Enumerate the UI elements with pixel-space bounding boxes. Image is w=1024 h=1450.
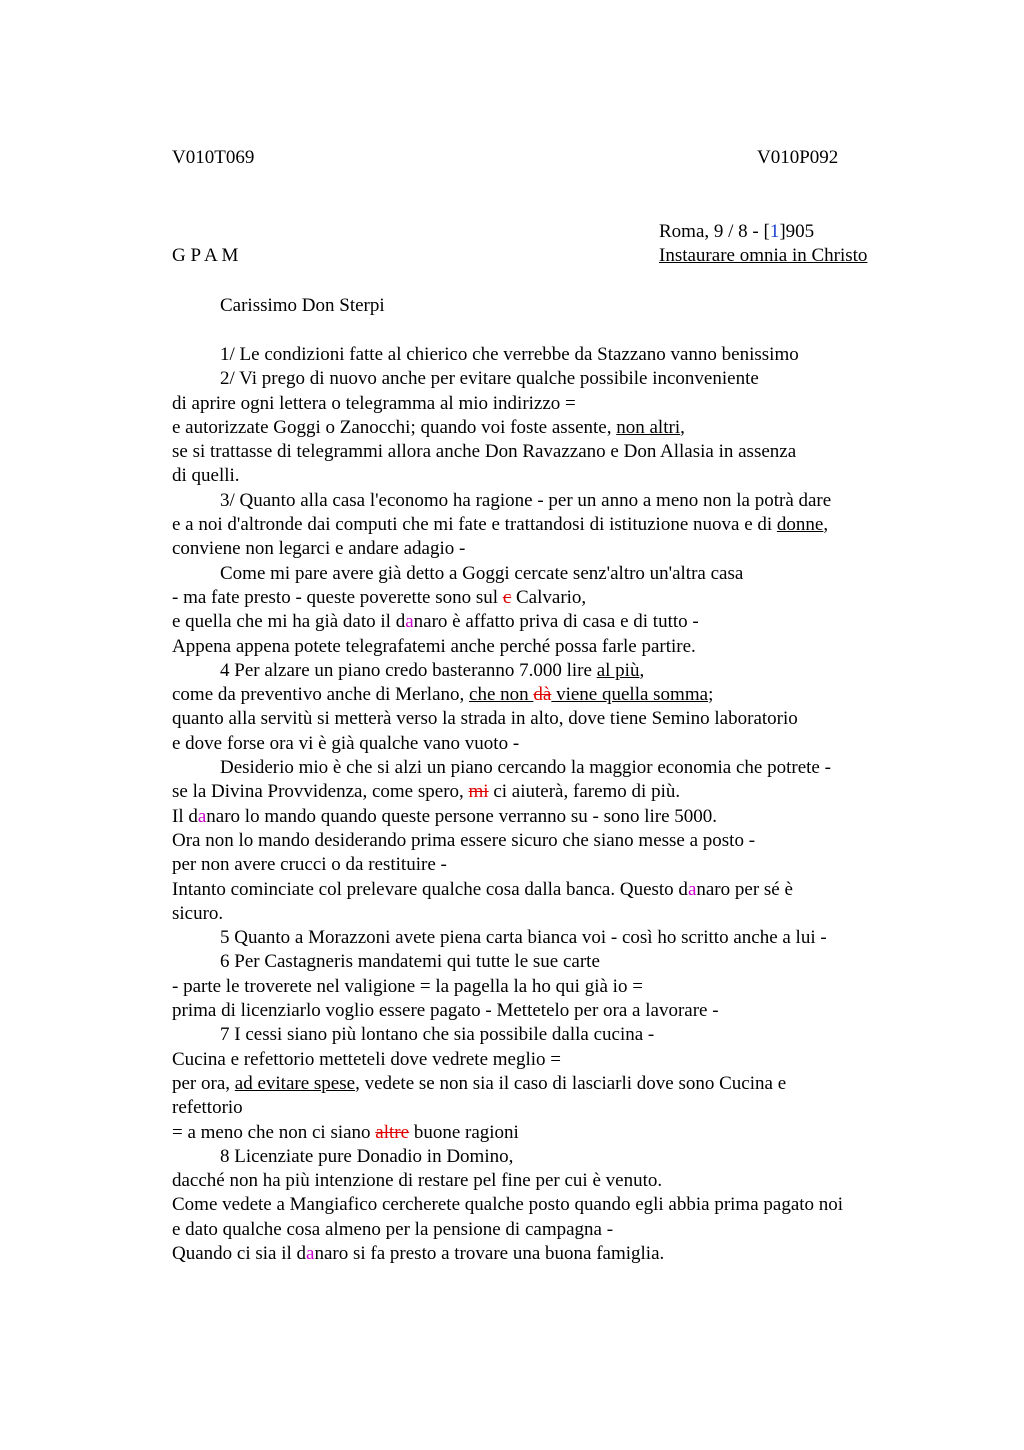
document-code-left: V010T069 xyxy=(172,147,255,168)
line-text: ; xyxy=(708,684,714,706)
line-text: - parte le troverete nel valigione = la pagella la ho qui già io = xyxy=(172,975,643,997)
letter-line xyxy=(172,926,912,950)
letter-line xyxy=(172,999,912,1023)
date-suffix: ]905 xyxy=(779,221,815,242)
letter-line xyxy=(172,440,912,464)
letter-line xyxy=(172,1242,912,1266)
line-text: e autorizzate Goggi o Zanocchi; quando voi foste assente, xyxy=(172,416,617,438)
underlined-text: non altri xyxy=(616,416,681,438)
line-text: = a meno che non ci siano xyxy=(172,1121,376,1143)
line-text: Cucina e refettorio metteteli dove vedrete meglio = xyxy=(172,1048,561,1070)
line-text: ci aiuterà, faremo di più. xyxy=(488,781,681,803)
underlined-text: donne xyxy=(776,514,824,536)
letter-line xyxy=(172,732,912,756)
line-text: e dato qualche cosa almeno per la pensione di campagna - xyxy=(172,1218,614,1240)
line-text: Desiderio mio è che si alzi un piano cercando la maggior economia che potrete - xyxy=(220,757,831,779)
line-text: , xyxy=(823,514,829,536)
letter-line xyxy=(172,1072,912,1096)
line-text: naro lo mando quando queste persone verranno su - sono lire 5000. xyxy=(206,805,718,827)
letter-line xyxy=(172,1145,912,1169)
letter-line xyxy=(172,1048,912,1072)
line-text: , xyxy=(680,416,685,438)
letter-line xyxy=(172,1218,912,1242)
line-text: Il d xyxy=(172,805,198,827)
line-text: , vedete se non sia il caso di lasciarli dove sono Cucina e xyxy=(355,1072,787,1094)
letter-line xyxy=(172,659,912,683)
line-text: 3/ Quanto alla casa l'economo ha ragione - per un anno a meno non la potrà dare xyxy=(220,489,832,511)
letter-line xyxy=(172,1169,912,1193)
underlined-text: che non xyxy=(469,684,534,706)
deleted-text: altre xyxy=(375,1121,410,1143)
letter-line xyxy=(172,343,912,367)
line-text: e quella che mi ha già dato il d xyxy=(172,611,406,633)
line-text: come da preventivo anche di Merlano, xyxy=(172,684,470,706)
line-text: naro per sé è xyxy=(696,878,793,900)
deleted-text: dà xyxy=(533,684,552,706)
line-text: e dove forse ora vi è già qualche vano vuoto - xyxy=(172,732,520,754)
salutation: Carissimo Don Sterpi xyxy=(220,295,385,316)
line-text: Come vedete a Mangiafico cercherete qualche posto quando egli abbia prima pagato noi xyxy=(172,1194,844,1216)
line-text: Ora non lo mando desiderando prima essere sicuro che siano messe a posto - xyxy=(172,829,756,851)
letter-line xyxy=(172,878,912,902)
line-text: Intanto cominciate col prelevare qualche cosa dalla banca. Questo d xyxy=(172,878,688,900)
inserted-text: a xyxy=(197,805,207,827)
line-text: , xyxy=(639,659,645,681)
letter-line xyxy=(172,392,912,416)
line-text: 1/ Le condizioni fatte al chierico che verrebbe da Stazzano vanno benissimo xyxy=(220,344,799,365)
line-text: conviene non legarci e andare adagio - xyxy=(172,538,466,560)
line-text: 2/ Vi prego di nuovo anche per evitare qualche possibile inconveniente xyxy=(220,368,759,390)
line-text: prima di licenziarlo voglio essere pagato - Mettetelo per ora a lavorare - xyxy=(172,1000,719,1022)
line-text: 4 Per alzare un piano credo basteranno 7.000 lire xyxy=(220,659,597,681)
line-text: 7 I cessi siano più lontano che sia possibile dalla cucina - xyxy=(220,1024,655,1046)
line-text: e a noi d'altronde dai computi che mi fate e trattandosi di istituzione nuova e di xyxy=(172,514,777,536)
line-text: naro si fa presto a trovare una buona famiglia. xyxy=(314,1242,665,1264)
letter-line xyxy=(172,416,912,440)
line-text: sicuro. xyxy=(172,902,224,924)
letter-line xyxy=(172,1121,912,1145)
gpam-heading: G P A M xyxy=(172,245,239,266)
letter-line xyxy=(172,537,912,561)
line-text: se si trattasse di telegrammi allora anche Don Ravazzano e Don Allasia in assenza xyxy=(172,441,797,463)
underlined-text: al più xyxy=(596,659,640,681)
line-text: quanto alla servitù si metterà verso la strada in alto, dove tiene Semino laboratorio xyxy=(172,708,798,730)
date-line xyxy=(659,220,814,244)
letter-line xyxy=(172,683,912,707)
line-text: se la Divina Provvidenza, come spero, xyxy=(172,781,469,803)
line-text: Appena appena potete telegrafatemi anche perché possa farle partire. xyxy=(172,635,696,657)
underlined-text: viene quella somma xyxy=(551,684,709,706)
letter-line xyxy=(172,464,912,488)
letter-line xyxy=(172,610,912,634)
letter-line xyxy=(172,780,912,804)
line-text: 5 Quanto a Morazzoni avete piena carta bianca voi - così ho scritto anche a lui - xyxy=(220,927,827,949)
letter-line xyxy=(172,975,912,999)
line-text: - ma fate presto - queste poverette sono sul xyxy=(172,586,503,608)
letter-body xyxy=(172,343,912,1266)
line-text: refettorio xyxy=(172,1097,243,1119)
letter-line xyxy=(172,829,912,853)
line-text: buone ragioni xyxy=(409,1121,519,1143)
letter-line xyxy=(172,805,912,829)
date-bracket-insertion: 1 xyxy=(769,221,780,242)
inserted-text: a xyxy=(306,1242,315,1264)
line-text: per ora, xyxy=(172,1072,235,1094)
line-text: Quando ci sia il d xyxy=(172,1242,307,1264)
underlined-text: ad evitare spese xyxy=(234,1072,356,1094)
motto: Instaurare omnia in Christo xyxy=(659,245,868,266)
letter-line xyxy=(172,1193,912,1217)
document-code-right: V010P092 xyxy=(757,147,839,168)
line-text: di aprire ogni lettera o telegramma al mio indirizzo = xyxy=(172,392,576,414)
deleted-text: c xyxy=(502,586,512,608)
date-prefix: Roma, 9 / 8 - [ xyxy=(659,221,770,242)
inserted-text: a xyxy=(687,878,697,900)
letter-line xyxy=(172,513,912,537)
letter-line xyxy=(172,367,912,391)
line-text: naro è affatto priva di casa e di tutto - xyxy=(413,611,699,633)
line-text: di quelli. xyxy=(172,465,240,487)
letter-line xyxy=(172,489,912,513)
line-text: 6 Per Castagneris mandatemi qui tutte le sue carte xyxy=(220,951,600,973)
line-text: Calvario, xyxy=(511,586,587,608)
line-text: dacché non ha più intenzione di restare pel fine per cui è venuto. xyxy=(172,1170,663,1192)
letter-line xyxy=(172,853,912,877)
letter-line xyxy=(172,707,912,731)
letter-line xyxy=(172,635,912,659)
letter-line xyxy=(172,1096,912,1120)
letter-line xyxy=(172,950,912,974)
letter-line xyxy=(172,902,912,926)
letter-line xyxy=(172,756,912,780)
line-text: 8 Licenziate pure Donadio in Domino, xyxy=(220,1145,514,1167)
deleted-text: mi xyxy=(468,781,489,803)
line-text: per non avere crucci o da restituire - xyxy=(172,854,447,876)
line-text: Come mi pare avere già detto a Goggi cercate senz'altro un'altra casa xyxy=(220,562,744,584)
inserted-text: a xyxy=(405,611,414,633)
letter-line xyxy=(172,586,912,610)
letter-line xyxy=(172,562,912,586)
letter-line xyxy=(172,1023,912,1047)
